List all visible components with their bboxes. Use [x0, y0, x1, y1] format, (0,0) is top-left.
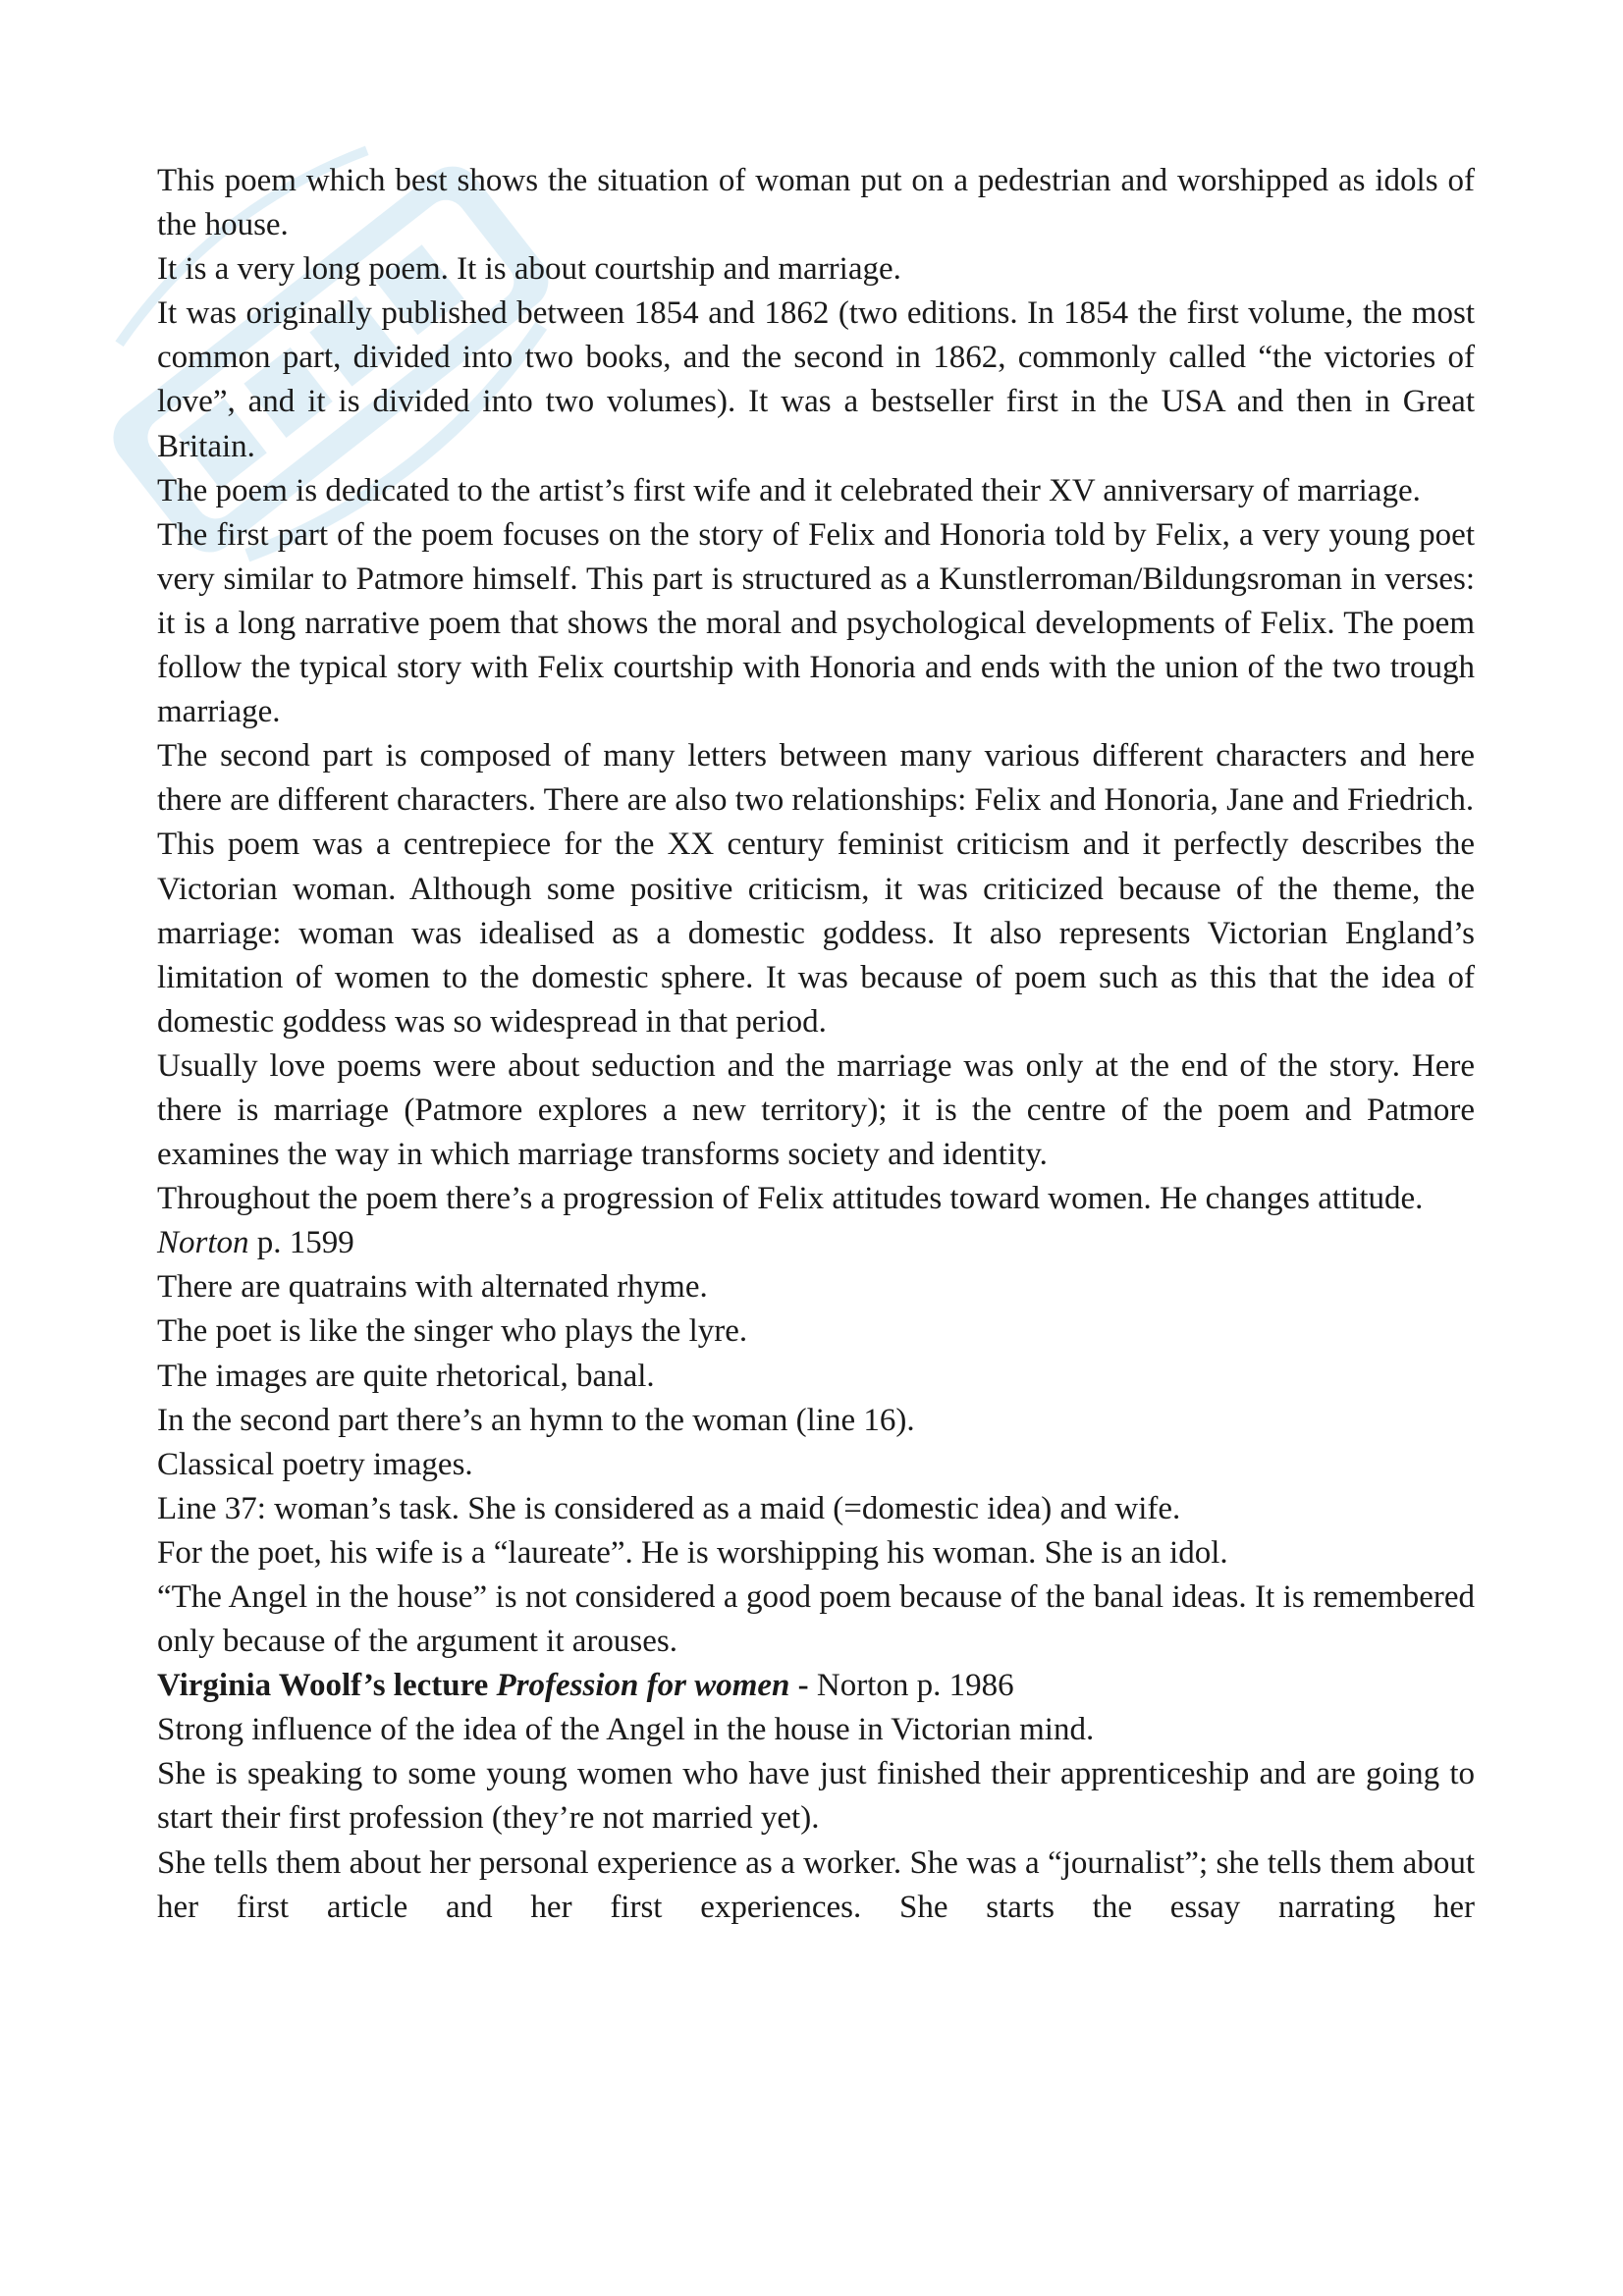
section-heading-woolf	[157, 1664, 1475, 1708]
note-line: The images are quite rhetorical, banal.	[157, 1358, 655, 1394]
norton-reference-italic: Norton	[157, 1225, 249, 1261]
document-body	[157, 159, 1475, 1930]
paragraph-woolf-audience: She is speaking to some young women who have just finished their apprenticeship and are going to start their first profession (they’re not married yet).	[157, 1756, 1475, 1837]
note-line: “The Angel in the house” is not considered a good poem because of the banal ideas. It is remembered only because of the argument it arouses.	[157, 1579, 1475, 1660]
paragraph-publication: It was originally published between 1854 and 1862 (two editions. In 1854 the first volume, the most common part, divided into two books, and the second in 1862, commonly called “the victories of love”, and it is divided into two volumes). It was a bestseller first in the USA and then in Great Britain.	[157, 295, 1475, 464]
paragraph-first-part: The first part of the poem focuses on the story of Felix and Honoria told by Felix, a very young poet very similar to Patmore himself. This part is structured as a Kunstlerroman/Bildungsroman in verses: it is a long narrative poem that shows the moral and psychological developments of Felix. The poem follow the typical story with Felix courtship with Honoria and ends with the union of the two trough marriage.	[157, 516, 1475, 730]
paragraph-love-poems: Usually love poems were about seduction and the marriage was only at the end of the story. Here there is marriage (Patmore explores a new territory); it is the centre of the poem and Patmore examines the way in which marriage transforms society and identity.	[157, 1047, 1475, 1173]
note-line: There are quatrains with alternated rhyme.	[157, 1269, 708, 1306]
paragraph-long-poem: It is a very long poem. It is about courtship and marriage.	[157, 251, 901, 288]
paragraph-feminist-criticism: This poem was a centrepiece for the XX century feminist criticism and it perfectly describes the Victorian woman. Although some positive criticism, it was criticized because of the theme, the marriage: woman was idealised as a domestic goddess. It also represents Victorian England’s limitation of women to the domestic sphere. It was because of poem such as this that the idea of domestic goddess was so widespread in that period.	[157, 827, 1475, 1040]
norton-reference	[157, 1221, 1475, 1265]
note-line: In the second part there’s an hymn to the woman (line 16).	[157, 1402, 915, 1438]
paragraph-dedication: The poem is dedicated to the artist’s first wife and it celebrated their XV anniversary of marriage.	[157, 472, 1421, 508]
note-line: Line 37: woman’s task. She is considered as a maid (=domestic idea) and wife.	[157, 1490, 1181, 1526]
paragraph-woolf-influence: Strong influence of the idea of the Angel in the house in Victorian mind.	[157, 1712, 1095, 1748]
heading-reference: Norton p. 1986	[816, 1668, 1014, 1704]
paragraph-woolf-experience: She tells them about her personal experience as a worker. She was a “journalist”; she tells them about her first article and her first experiences. She starts the essay narrating her	[157, 1844, 1475, 1925]
norton-reference-page: p. 1599	[248, 1225, 354, 1261]
note-line: Classical poetry images.	[157, 1446, 473, 1482]
note-line: The poet is like the singer who plays the lyre.	[157, 1313, 748, 1350]
paragraph-intro: This poem which best shows the situation of woman put on a pedestrian and worshipped as idols of the house.	[157, 163, 1475, 243]
paragraph-progression: Throughout the poem there’s a progression of Felix attitudes toward women. He changes attitude.	[157, 1181, 1424, 1217]
heading-dash: -	[789, 1668, 817, 1704]
note-line: For the poet, his wife is a “laureate”. He is worshipping his woman. She is an idol.	[157, 1534, 1228, 1571]
paragraph-second-part: The second part is composed of many letters between many various different characters and here there are different characters. There are also two relationships: Felix and Honoria, Jane and Friedrich.	[157, 738, 1475, 819]
heading-bold-italic: Profession for women	[496, 1668, 790, 1704]
heading-bold: Virginia Woolf’s lecture	[157, 1668, 497, 1704]
